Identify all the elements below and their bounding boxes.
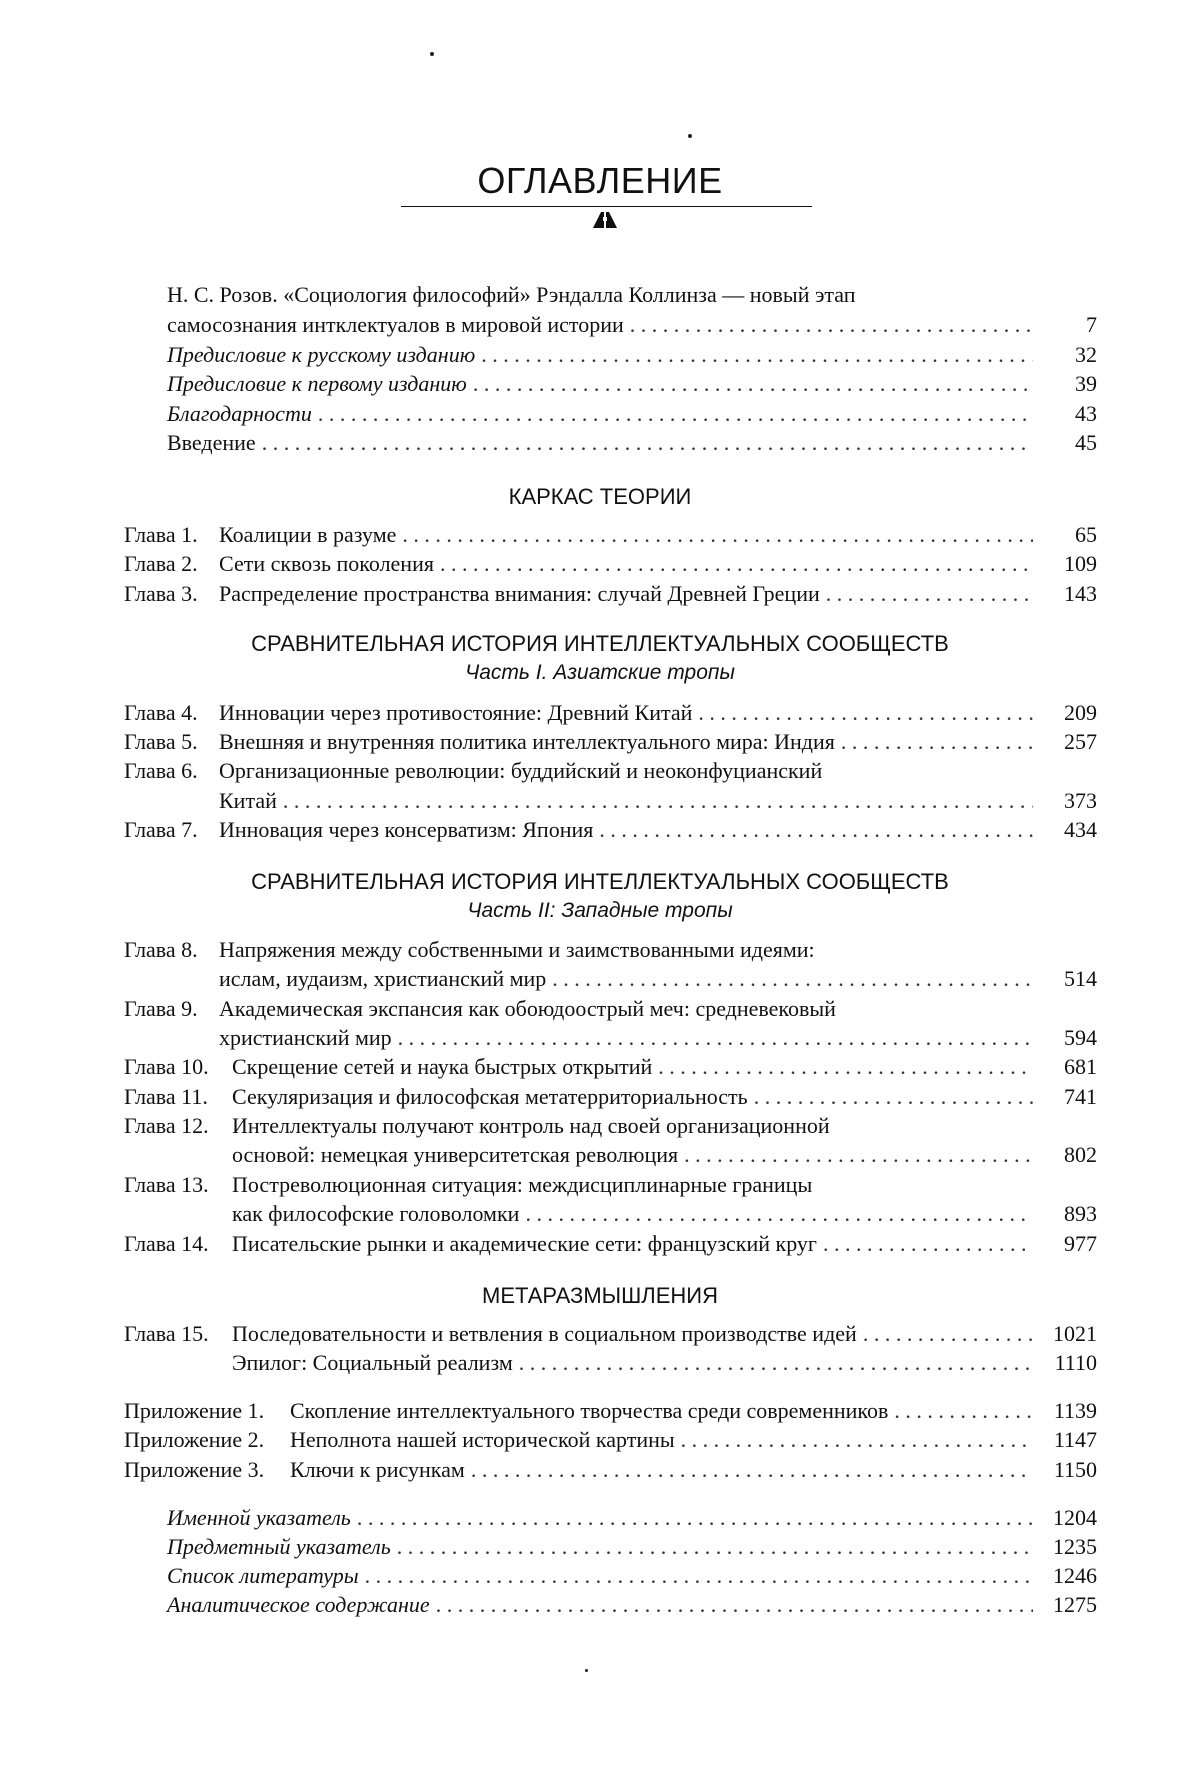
entry-title: самосознания интклектуалов в мировой истории xyxy=(167,312,624,337)
toc-row[interactable] xyxy=(0,1200,1200,1228)
scan-speck xyxy=(688,134,692,138)
chapter-label: Глава 4. xyxy=(124,700,198,725)
toc-row[interactable] xyxy=(0,728,1200,756)
toc-row[interactable] xyxy=(0,1053,1200,1081)
page-number: 1150 xyxy=(1053,1457,1097,1482)
entry-title: Неполнота нашей исторической картины xyxy=(290,1427,675,1452)
leader-dots xyxy=(481,341,1033,369)
entry-title: христианский мир xyxy=(219,1025,392,1050)
entry-title: Предисловие к русскому изданию xyxy=(167,342,476,367)
scan-speck xyxy=(585,1669,588,1672)
page-number: 1021 xyxy=(1053,1321,1097,1346)
toc-row[interactable] xyxy=(0,1320,1200,1348)
page-number: 681 xyxy=(1064,1054,1097,1079)
toc-row xyxy=(0,995,1200,1023)
chapter-label: Глава 3. xyxy=(124,581,198,606)
toc-row xyxy=(0,757,1200,785)
leader-dots xyxy=(357,1504,1033,1532)
leader-dots xyxy=(698,699,1033,727)
entry-title: ислам, иудаизм, христианский мир xyxy=(219,966,547,991)
chapter-label: Глава 12. xyxy=(124,1113,209,1138)
page-number: 7 xyxy=(1086,312,1097,337)
leader-dots xyxy=(398,1024,1033,1052)
entry-title: Скопление интеллектуального творчества среди современников xyxy=(290,1398,889,1423)
leader-dots xyxy=(552,965,1033,993)
entry-title: Постреволюционная ситуация: междисциплинарные границы xyxy=(232,1172,813,1197)
toc-row[interactable] xyxy=(0,341,1200,369)
toc-row[interactable] xyxy=(0,1456,1200,1484)
entry-title: Академическая экспансия как обоюдоострый меч: средневековый xyxy=(219,996,836,1021)
entry-title: Напряжения между собственными и заимствованными идеями: xyxy=(219,937,815,962)
leader-dots xyxy=(841,728,1033,756)
leader-dots xyxy=(681,1426,1033,1454)
entry-title: Н. С. Розов. «Социология философий» Рэндалла Коллинза — новый этап xyxy=(167,282,856,307)
entry-title: Инновации через противостояние: Древний Китай xyxy=(219,700,693,725)
page-number: 802 xyxy=(1064,1142,1097,1167)
page-number: 143 xyxy=(1064,581,1097,606)
chapter-label: Глава 14. xyxy=(124,1231,209,1256)
page-number: 1110 xyxy=(1054,1350,1097,1375)
toc-row[interactable] xyxy=(0,1591,1200,1619)
leader-dots xyxy=(397,1533,1033,1561)
chapter-label: Глава 1. xyxy=(124,522,198,547)
leader-dots xyxy=(599,816,1033,844)
toc-row[interactable] xyxy=(0,1533,1200,1561)
leader-dots xyxy=(863,1320,1033,1348)
toc-row[interactable] xyxy=(0,1426,1200,1454)
chapter-label: Глава 7. xyxy=(124,817,198,842)
page-number: 109 xyxy=(1064,551,1097,576)
leader-dots xyxy=(525,1200,1033,1228)
section-heading: КАРКАС ТЕОРИИ xyxy=(508,484,692,509)
entry-title: Список литературы xyxy=(167,1563,359,1588)
page-title: ОГЛАВЛЕНИЕ xyxy=(477,160,723,201)
toc-row[interactable] xyxy=(0,400,1200,428)
leader-dots xyxy=(754,1083,1033,1111)
section-heading: СРАВНИТЕЛЬНАЯ ИСТОРИЯ ИНТЕЛЛЕКТУАЛЬНЫХ СООБЩЕСТВ xyxy=(251,631,949,656)
leader-dots xyxy=(283,787,1033,815)
toc-row xyxy=(0,281,1200,309)
leader-dots xyxy=(402,521,1033,549)
page-number: 1235 xyxy=(1053,1534,1097,1559)
page-number: 594 xyxy=(1064,1025,1097,1050)
toc-row xyxy=(0,1171,1200,1199)
toc-row[interactable] xyxy=(0,1504,1200,1532)
entry-title: Сети сквозь поколения xyxy=(219,551,434,576)
leader-dots xyxy=(318,400,1033,428)
toc-row[interactable] xyxy=(0,521,1200,549)
leader-dots xyxy=(826,580,1033,608)
leader-dots xyxy=(436,1591,1033,1619)
page-number: 45 xyxy=(1075,430,1097,455)
toc-row[interactable] xyxy=(0,550,1200,578)
page-number: 893 xyxy=(1064,1201,1097,1226)
section-heading: МЕТАРАЗМЫШЛЕНИЯ xyxy=(482,1283,718,1308)
entry-title: Последовательности и ветвления в социальном производстве идей xyxy=(232,1321,857,1346)
entry-title: Организационные революции: буддийский и неоконфуцианский xyxy=(219,758,823,783)
entry-title: Распределение пространства внимания: случай Древней Греции xyxy=(219,581,820,606)
entry-title: Скрещение сетей и наука быстрых открытий xyxy=(232,1054,653,1079)
toc-row[interactable] xyxy=(0,429,1200,457)
toc-row[interactable] xyxy=(0,580,1200,608)
toc-row[interactable] xyxy=(0,1349,1200,1377)
title-rule xyxy=(401,206,812,207)
toc-row[interactable] xyxy=(0,311,1200,339)
toc-row xyxy=(0,936,1200,964)
chapter-label: Глава 15. xyxy=(124,1321,209,1346)
chapter-label: Глава 9. xyxy=(124,996,198,1021)
chapter-label: Глава 13. xyxy=(124,1172,209,1197)
chapter-label: Глава 11. xyxy=(124,1084,208,1109)
page-number: 257 xyxy=(1064,729,1097,754)
toc-row xyxy=(0,1112,1200,1140)
toc-row[interactable] xyxy=(0,370,1200,398)
chapter-label: Глава 10. xyxy=(124,1054,209,1079)
chapter-label: Глава 2. xyxy=(124,551,198,576)
entry-title: Предисловие к первому изданию xyxy=(167,371,467,396)
entry-title: Благодарности xyxy=(167,401,312,426)
section-subheading: Часть I. Азиатские тропы xyxy=(465,661,735,684)
leader-dots xyxy=(473,370,1033,398)
entry-title: Предметный указатель xyxy=(167,1534,391,1559)
page-number: 32 xyxy=(1075,342,1097,367)
chapter-label: Глава 8. xyxy=(124,937,198,962)
entry-title: Инновация через консерватизм: Япония xyxy=(219,817,594,842)
leader-dots xyxy=(823,1230,1033,1258)
entry-title: Писательские рынки и академические сети: французский круг xyxy=(232,1231,817,1256)
toc-row[interactable] xyxy=(0,1141,1200,1169)
page-number: 434 xyxy=(1064,817,1097,842)
toc-row[interactable] xyxy=(0,965,1200,993)
toc-row[interactable] xyxy=(0,1562,1200,1590)
entry-title: Секуляризация и философская метатерриториальность xyxy=(232,1084,748,1109)
page-number: 43 xyxy=(1075,401,1097,426)
page-number: 1139 xyxy=(1053,1398,1097,1423)
toc-row[interactable] xyxy=(0,1083,1200,1111)
page-number: 1275 xyxy=(1053,1592,1097,1617)
page-number: 1147 xyxy=(1053,1427,1097,1452)
page-number: 65 xyxy=(1075,522,1097,547)
toc-row[interactable] xyxy=(0,1024,1200,1052)
page-number: 1246 xyxy=(1053,1563,1097,1588)
section-subheading: Часть II: Западные тропы xyxy=(467,899,733,922)
toc-row[interactable] xyxy=(0,1230,1200,1258)
appendix-label: Приложение 2. xyxy=(124,1427,265,1452)
ornament-icon xyxy=(590,209,620,229)
page-number: 514 xyxy=(1064,966,1097,991)
page-number: 1204 xyxy=(1053,1505,1097,1530)
appendix-label: Приложение 1. xyxy=(124,1398,265,1423)
entry-title: Интеллектуалы получают контроль над своей организационной xyxy=(232,1113,830,1138)
entry-title: как философские головоломки xyxy=(232,1201,520,1226)
chapter-label: Глава 6. xyxy=(124,758,198,783)
section-heading: СРАВНИТЕЛЬНАЯ ИСТОРИЯ ИНТЕЛЛЕКТУАЛЬНЫХ СООБЩЕСТВ xyxy=(251,869,949,894)
leader-dots xyxy=(894,1397,1033,1425)
page-number: 39 xyxy=(1075,371,1097,396)
leader-dots xyxy=(440,550,1033,578)
entry-title: Эпилог: Социальный реализм xyxy=(232,1350,513,1375)
leader-dots xyxy=(262,429,1033,457)
toc-row[interactable] xyxy=(0,816,1200,844)
page-number: 373 xyxy=(1064,788,1097,813)
leader-dots xyxy=(684,1141,1033,1169)
appendix-label: Приложение 3. xyxy=(124,1457,265,1482)
leader-dots xyxy=(658,1053,1033,1081)
leader-dots xyxy=(365,1562,1033,1590)
entry-title: Внешняя и внутренняя политика интеллектуального мира: Индия xyxy=(219,729,835,754)
leader-dots xyxy=(630,311,1033,339)
toc-row[interactable] xyxy=(0,1397,1200,1425)
entry-title: Именной указатель xyxy=(167,1505,351,1530)
scan-speck xyxy=(430,52,434,56)
entry-title: Аналитическое содержание xyxy=(167,1592,430,1617)
entry-title: Введение xyxy=(167,430,256,455)
entry-title: основой: немецкая университетская революция xyxy=(232,1142,679,1167)
page-number: 977 xyxy=(1064,1231,1097,1256)
chapter-label: Глава 5. xyxy=(124,729,198,754)
leader-dots xyxy=(519,1349,1033,1377)
entry-title: Ключи к рисункам xyxy=(290,1457,465,1482)
page-number: 209 xyxy=(1064,700,1097,725)
toc-row[interactable] xyxy=(0,699,1200,727)
entry-title: Коалиции в разуме xyxy=(219,522,397,547)
toc-row[interactable] xyxy=(0,787,1200,815)
entry-title: Китай xyxy=(219,788,277,813)
leader-dots xyxy=(471,1456,1033,1484)
page-number: 741 xyxy=(1064,1084,1097,1109)
